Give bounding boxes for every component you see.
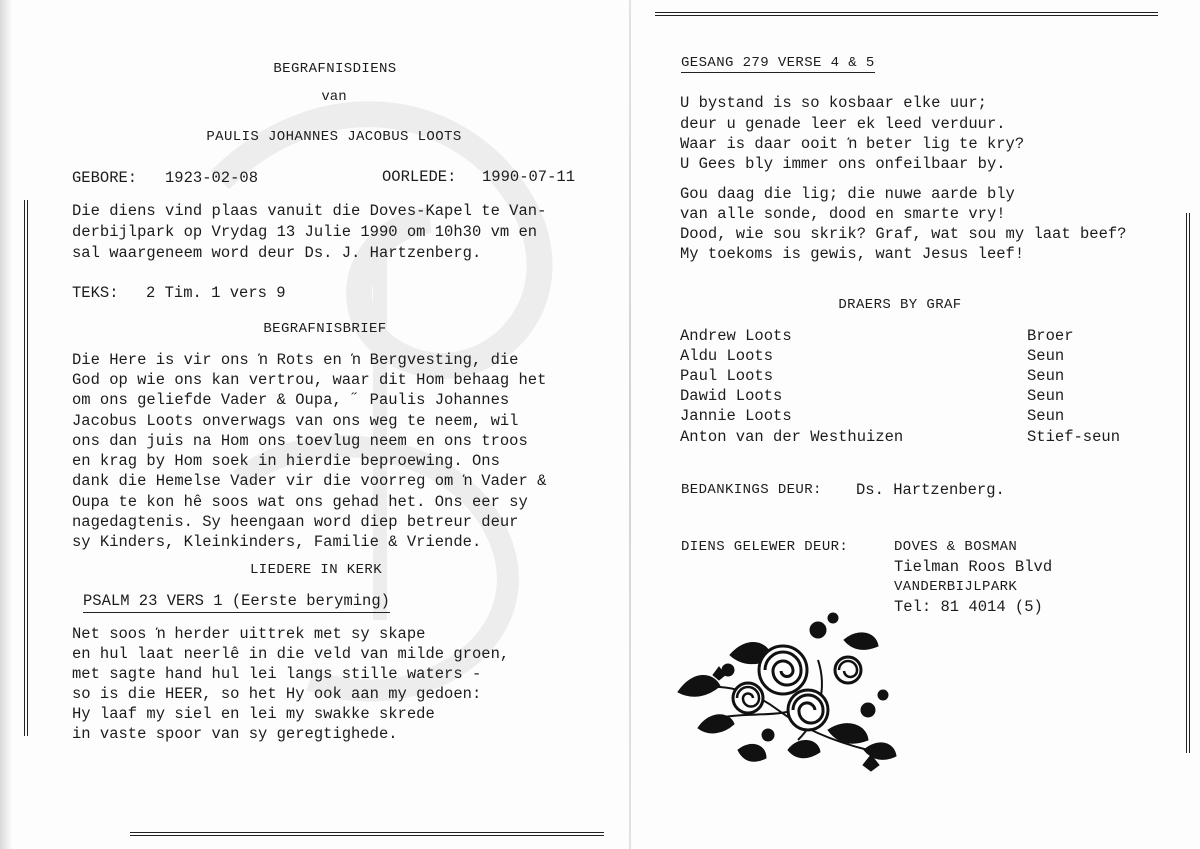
page-edge-shadow <box>0 0 12 849</box>
died-label: OORLEDE: <box>382 168 457 186</box>
provider-line: DOVES & BOSMAN <box>894 539 1018 555</box>
service-line: Die diens vind plaas vanuit die Doves-Kapel te Van- <box>72 202 547 220</box>
hymn-line: Waar is daar ooit ŉ beter lig te kry? <box>680 135 1025 153</box>
provider-line: VANDERBIJLPARK <box>894 579 1018 595</box>
thanks-value: Ds. Hartzenberg. <box>856 481 1005 499</box>
psalm-heading: PSALM 23 VERS 1 (Eerste beryming) <box>83 594 390 613</box>
bearer-name: Dawid Loots <box>680 387 783 405</box>
deceased-name: PAULIS JOHANNES JACOBUS LOOTS <box>206 129 462 145</box>
psalm-line: in vaste spoor van sy geregtighede. <box>72 725 398 743</box>
service-line: sal waargeneem word deur Ds. J. Hartzenberg. <box>72 244 482 262</box>
rose-bouquet-illustration <box>668 600 904 784</box>
top-rule-right <box>655 12 1158 16</box>
vertical-rule-left <box>24 200 28 736</box>
hymn-line: My toekoms is gewis, want Jesus leef! <box>680 245 1025 263</box>
bottom-rule-left <box>130 832 604 836</box>
text-label: TEKS: <box>72 284 119 302</box>
psalm-line: met sagte hand hul lei langs stille waters - <box>72 665 482 683</box>
bearer-relation: Stief-seun <box>1027 428 1121 446</box>
letter-line: sy Kinders, Kleinkinders, Familie & Vriende. <box>72 533 482 551</box>
bearer-name: Anton van der Westhuizen <box>680 428 904 446</box>
psalm-line: en hul laat neerlê in die veld van milde groen, <box>72 645 510 663</box>
bearer-relation: Seun <box>1027 407 1065 425</box>
letter-line: nagedagtenis. Sy heengaan word diep betreur deur <box>72 513 519 531</box>
hymn-line: deur u genade leer ek leed verduur. <box>680 115 1006 133</box>
letter-line: ons dan juis na Hom ons toevlug neem en ons troos <box>72 432 528 450</box>
psalm-line: Hy laaf my siel en lei my swakke skrede <box>72 705 435 723</box>
letter-heading: BEGRAFNISBRIEF <box>263 321 387 337</box>
provider-line: Tel: 81 4014 (5) <box>894 598 1043 616</box>
died-date: 1990-07-11 <box>482 168 576 186</box>
van-text: van <box>321 89 347 105</box>
bearer-relation: Seun <box>1027 387 1065 405</box>
service-line: derbijlpark op Vrydag 13 Julie 1990 om 10h30 vm en <box>72 223 538 241</box>
hymn-heading: GESANG 279 VERSE 4 & 5 <box>681 55 875 71</box>
center-fold <box>629 0 631 849</box>
bearers-heading: DRAERS BY GRAF <box>838 297 962 313</box>
bearer-relation: Broer <box>1027 327 1074 345</box>
bearer-name: Paul Loots <box>680 367 774 385</box>
letter-line: Die Here is vir ons ŉ Rots en ŉ Bergvesting, die <box>72 351 519 369</box>
text-value: 2 Tim. 1 vers 9 <box>146 284 286 302</box>
letter-line: en krag by Hom soek in hierdie beproewing. Ons <box>72 452 500 470</box>
psalm-line: so is die HEER, so het Hy ook aan my gedoen: <box>72 685 482 703</box>
letter-line: Jacobus Loots onverwags van ons weg te neem, wil <box>72 412 519 430</box>
bearer-name: Andrew Loots <box>680 327 792 345</box>
bearer-relation: Seun <box>1027 367 1065 385</box>
bearer-relation: Seun <box>1027 347 1065 365</box>
letter-line: dank die Hemelse Vader vir die voorreg om ŉ Vader & <box>72 472 547 490</box>
psalm-line: Net soos ŉ herder uittrek met sy skape <box>72 625 426 643</box>
hymn-line: Gou daag die lig; die nuwe aarde bly <box>680 185 1015 203</box>
provider-label: DIENS GELEWER DEUR: <box>681 539 849 555</box>
hymn-line: U bystand is so kosbaar elke uur; <box>680 94 987 112</box>
service-title: BEGRAFNISDIENS <box>273 61 397 77</box>
born-date: 1923-02-08 <box>165 169 259 187</box>
songs-heading: LIEDERE IN KERK <box>249 562 383 578</box>
born-label: GEBORE: <box>72 169 138 187</box>
hymn-line: van alle sonde, dood en smarte vry! <box>680 205 1006 223</box>
bearer-name: Aldu Loots <box>680 347 774 365</box>
provider-line: Tielman Roos Blvd <box>894 558 1053 576</box>
letter-line: Oupa te kon hê soos wat ons gehad het. Ons eer sy <box>72 493 528 511</box>
vertical-rule-right <box>1186 213 1190 753</box>
thanks-label: BEDANKINGS DEUR: <box>681 482 822 498</box>
hymn-line: Dood, wie sou skrik? Graf, wat sou my laat beef? <box>680 225 1127 243</box>
bearer-name: Jannie Loots <box>680 407 792 425</box>
letter-line: God op wie ons kan vertrou, waar dit Hom behaag het <box>72 371 547 389</box>
letter-line: om ons geliefde Vader & Oupa, ˝ Paulis Johannes <box>72 391 510 409</box>
hymn-line: U Gees bly immer ons onfeilbaar by. <box>680 155 1006 173</box>
